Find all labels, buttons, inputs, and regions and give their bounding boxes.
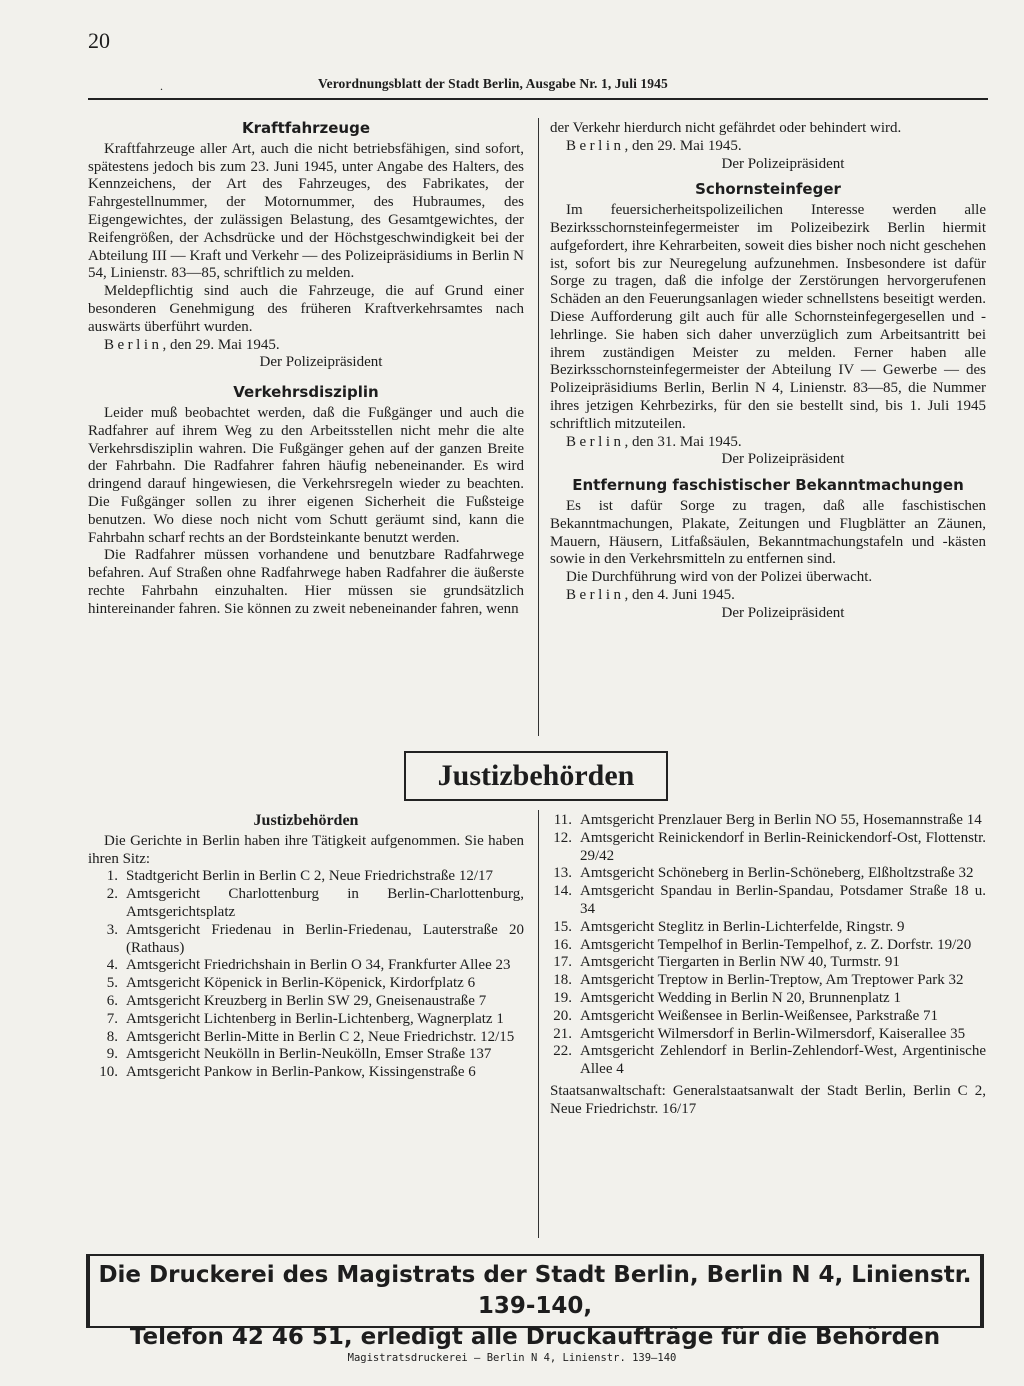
staatsanwaltschaft: Staatsanwaltschaft: Generalstaatsanwalt der Stadt Berlin, Berlin C 2, Neue Friedrichstr. 16/17 <box>550 1082 986 1117</box>
court-list-item <box>542 990 986 1008</box>
section-banner: Justizbehörden <box>404 751 668 801</box>
court-list-item <box>88 1064 524 1082</box>
court-list-number: 13. <box>553 865 572 882</box>
court-list-text: Amtsgericht Charlottenburg in Berlin-Charlottenburg, Amtsgerichtsplatz <box>126 886 524 920</box>
court-list-text: Stadtgericht Berlin in Berlin C 2, Neue Friedrichstraße 12/17 <box>126 868 494 885</box>
court-list-item <box>542 1008 986 1026</box>
kraftfahrzeuge-paragraph-1: Kraftfahrzeuge aller Art, auch die nicht betriebsfähigen, sind sofort, spätestens jedoch bis zum 23. Juni 1945, unter Angabe des Halters, des Kennzeichens, der Art des Fahrzeuges, des Fabrikates, der Fahrgestellnummer, der Motornummer, des Hubraumes, des Eigengewichtes, der zulässigen Belastung, des Gesamtgewichtes, der Reifengrößen, der Achsdrücke und der Höchstgeschwindigkeit bei der Abteilung III — Kraft und Verkehr — des Polizeipräsidiums in Berlin N 54, Linienstr. 83—85, schriftlich zu melden. <box>88 140 524 282</box>
kraftfahrzeuge-signature: Der Polizeipräsident <box>259 354 383 371</box>
advertisement-line-2: Telefon 42 46 51, erledigt alle Druckaufträge für die Behörden <box>129 1324 941 1350</box>
kraftfahrzeuge-paragraph-2: Meldepflichtig sind auch die Fahrzeuge, die auf Grund einer besonderen Genehmigung des früheren Kraftverkehrsamtes nach auswärts überführt wurden. <box>88 283 524 335</box>
advertisement-line-1: Die Druckerei des Magistrats der Stadt Berlin, Berlin N 4, Linienstr. 139-140, <box>98 1262 972 1319</box>
dateline-date: , den 4. Juni 1945. <box>624 586 735 603</box>
court-list-text: Amtsgericht Treptow in Berlin-Treptow, Am Treptower Park 32 <box>580 972 964 989</box>
dateline-place: Berlin <box>566 137 625 154</box>
court-list-item <box>88 1011 524 1029</box>
entfernung-paragraph-2: Die Durchführung wird von der Polizei überwacht. <box>566 569 873 586</box>
court-list-item <box>88 1029 524 1047</box>
court-list-number: 17. <box>553 954 572 971</box>
column-divider-bottom <box>538 810 539 1238</box>
court-list-text: Amtsgericht Friedrichshain in Berlin O 34, Frankfurter Allee 23 <box>126 957 511 974</box>
court-list-number: 9. <box>106 1046 118 1063</box>
dateline-date: , den 31. Mai 1945. <box>624 433 742 450</box>
justiz-intro: Die Gerichte in Berlin haben ihre Tätigkeit aufgenommen. Sie haben ihren Sitz: <box>88 832 524 867</box>
dateline-place: Berlin <box>566 433 625 450</box>
right-column-top <box>550 120 986 623</box>
court-list-number: 12. <box>553 829 572 846</box>
verkehrsdisziplin-signature: Der Polizeipräsident <box>721 155 845 172</box>
verkehrsdisziplin-continuation: der Verkehr hierdurch nicht gefährdet oder behindert wird. <box>550 120 902 136</box>
dateline-place: Berlin <box>104 336 163 353</box>
schornsteinfeger-signature: Der Polizeipräsident <box>721 451 845 468</box>
court-list-number: 10. <box>99 1064 118 1081</box>
left-column-top <box>88 120 524 619</box>
entfernung-paragraph-1: Es ist dafür Sorge zu tragen, daß alle faschistischen Bekanntmachungen, Plakate, Zeitungen und Flugblätter an Zäunen, Mauern, Häusern, Litfaßsäulen, Bekanntmachungstafeln und -kästen sowie in den Verkehrsmitteln zu entfernen sind. <box>550 497 986 568</box>
masthead-dot: . <box>160 79 163 93</box>
court-list-item <box>542 830 986 866</box>
court-list-text: Amtsgericht Spandau in Berlin-Spandau, Potsdamer Straße 18 u. 34 <box>580 883 986 917</box>
court-list-text: Amtsgericht Friedenau in Berlin-Friedenau, Lauterstraße 20 (Rathaus) <box>126 921 524 956</box>
court-list-number: 1. <box>106 868 118 885</box>
court-list-number: 14. <box>553 883 572 900</box>
column-divider-top <box>538 118 539 736</box>
court-list-number: 4. <box>106 957 118 974</box>
court-list-number: 8. <box>106 1028 118 1045</box>
court-list-text: Amtsgericht Reinickendorf in Berlin-Reinickendorf-Ost, Flottenstr. 29/42 <box>580 829 986 864</box>
court-list-number: 20. <box>553 1007 572 1024</box>
court-list-text: Amtsgericht Prenzlauer Berg in Berlin NO 55, Hosemannstraße 14 <box>580 812 982 828</box>
court-list-number: 21. <box>553 1025 572 1042</box>
masthead: Verordnungsblatt der Stadt Berlin, Ausgabe Nr. 1, Juli 1945 <box>318 76 668 91</box>
court-list-item <box>542 865 986 883</box>
court-list-item <box>542 1026 986 1044</box>
dateline-date: , den 29. Mai 1945. <box>162 336 280 353</box>
court-list-item <box>88 957 524 975</box>
court-list-item <box>542 1043 986 1079</box>
court-list-number: 22. <box>553 1043 572 1060</box>
court-list-text: Amtsgericht Wilmersdorf in Berlin-Wilmersdorf, Kaiserallee 35 <box>580 1025 966 1042</box>
kraftfahrzeuge-heading: Kraftfahrzeuge <box>241 119 371 137</box>
court-list-text: Amtsgericht Kreuzberg in Berlin SW 29, Gneisenaustraße 7 <box>126 992 487 1009</box>
schornsteinfeger-dateline <box>550 434 986 452</box>
right-column-bottom <box>550 812 986 1119</box>
court-list-number: 15. <box>553 918 572 935</box>
court-list-left <box>88 868 524 1082</box>
page-number: 20 <box>88 28 110 53</box>
court-list-text: Amtsgericht Köpenick in Berlin-Köpenick, Kirdorfplatz 6 <box>126 975 476 992</box>
verkehrsdisziplin-dateline <box>550 138 986 156</box>
court-list-text: Amtsgericht Neukölln in Berlin-Neukölln, Emser Straße 137 <box>126 1046 492 1063</box>
entfernung-heading: Entfernung faschistischer Bekanntmachungen <box>572 476 964 495</box>
court-list-text: Amtsgericht Zehlendorf in Berlin-Zehlendorf-West, Argentinische Allee 4 <box>580 1043 986 1078</box>
court-list-item <box>88 922 524 958</box>
court-list-item <box>88 993 524 1011</box>
court-list-number: 6. <box>106 992 118 1009</box>
court-list-number: 16. <box>553 936 572 953</box>
court-list-item <box>542 812 986 830</box>
court-list-item <box>88 886 524 922</box>
court-list-item <box>542 972 986 990</box>
court-list-number: 11. <box>553 812 572 828</box>
left-column-bottom <box>88 812 524 1082</box>
court-list-text: Amtsgericht Tiergarten in Berlin NW 40, Turmstr. 91 <box>580 954 900 971</box>
court-list-number: 18. <box>553 972 572 989</box>
court-list-text: Amtsgericht Pankow in Berlin-Pankow, Kissingenstraße 6 <box>126 1064 476 1081</box>
court-list-text: Amtsgericht Schöneberg in Berlin-Schöneberg, Elßholtzstraße 32 <box>580 865 974 882</box>
court-list-text: Amtsgericht Lichtenberg in Berlin-Lichtenberg, Wagnerplatz 1 <box>126 1010 504 1027</box>
printer-imprint: Magistratsdruckerei — Berlin N 4, Linienstr. 139—140 <box>347 1352 677 1364</box>
verkehrsdisziplin-heading: Verkehrsdisziplin <box>233 383 379 402</box>
court-list-item <box>88 868 524 886</box>
court-list-text: Amtsgericht Weißensee in Berlin-Weißensee, Parkstraße 71 <box>580 1007 939 1024</box>
entfernung-signature: Der Polizeipräsident <box>721 604 845 621</box>
court-list-item <box>542 883 986 919</box>
dateline-date: , den 29. Mai 1945. <box>624 137 742 154</box>
schornsteinfeger-paragraph: Im feuersicherheitspolizeilichen Interesse werden alle Bezirksschornsteinfegermeister im Polizeibezirk Berlin hiermit aufgefordert, ihre Kehrarbeiten, soweit dies bisher noch nicht geschehen ist, sofort bis zur Neuregelung aufzunehmen. Insbesondere ist dafür Sorge zu tragen, daß die infolge der Zerstörungen hervorgerufenen Schäden an den Feuerungsanlagen wieder schnellstens beseitigt werden. Diese Aufforderung gilt auch für alle Schornsteinfegergesellen und -lehrlinge. Sie haben sich daher unverzüglich zum Arbeitsantritt bei ihrem zuständigen Meister zu melden. Ferner haben alle Bezirksschornsteinfegermeister der Abteilung IV — Gewerbe — des Polizeipräsidiums Berlin, Berlin N 4, Linienstr. 83—85, die Nummer ihres jetzigen Kehrbezirks, für den sie bestellt sind, bis 1. Juli 1945 schriftlich mitzuteilen. <box>550 202 986 432</box>
court-list-item <box>88 975 524 993</box>
schornsteinfeger-heading: Schornsteinfeger <box>695 180 841 199</box>
print-shop-advertisement <box>86 1254 984 1350</box>
header-rule <box>88 98 988 100</box>
verkehrsdisziplin-paragraph-2: Die Radfahrer müssen vorhandene und benutzbare Radfahrwege befahren. Auf Straßen ohne Radfahrwege haben Radfahrer die äußerste rechte Fahrbahn einzuhalten. Hier müssen sie grundsätzlich hintereinander fahren. Sie können zu zweit nebeneinander fahren, wenn <box>88 547 524 617</box>
court-list-right <box>542 812 986 1079</box>
court-list-text: Amtsgericht Steglitz in Berlin-Lichterfelde, Ringstr. 9 <box>580 918 905 935</box>
court-list-item <box>542 937 986 955</box>
court-list-number: 19. <box>553 989 572 1006</box>
court-list-text: Amtsgericht Wedding in Berlin N 20, Brunnenplatz 1 <box>580 989 901 1006</box>
court-list-item <box>542 954 986 972</box>
justiz-heading: Justizbehörden <box>253 812 359 829</box>
court-list-number: 3. <box>106 921 118 938</box>
court-list-number: 2. <box>106 886 118 903</box>
dateline-place: Berlin <box>566 586 625 603</box>
kraftfahrzeuge-dateline <box>88 337 524 355</box>
entfernung-dateline <box>550 587 986 605</box>
court-list-number: 5. <box>106 975 118 992</box>
court-list-item <box>88 1046 524 1064</box>
court-list-text: Amtsgericht Berlin-Mitte in Berlin C 2, Neue Friedrichstr. 12/15 <box>126 1028 515 1045</box>
court-list-text: Amtsgericht Tempelhof in Berlin-Tempelhof, z. Z. Dorfstr. 19/20 <box>580 936 972 953</box>
verkehrsdisziplin-paragraph-1: Leider muß beobachtet werden, daß die Fußgänger und auch die Radfahrer auf ihrem Weg zu den Arbeitsstellen nicht mehr die alte Verkehrsdisziplin wahren. Die Fußgänger gehen auf der ganzen Breite der Fahrbahn. Die Radfahrer fahren häufig nebeneinander. Es wird dringend darauf hingewiesen, die Verkehrsregeln wieder zu beachten. Die Fußgänger sollen zu ihrer eigenen Sicherheit die Fußsteige benutzen. Wo diese noch nicht vom Schutt geräumt sind, kann die Fahrbahn scharf rechts an der Bordsteinkante benutzt werden. <box>88 404 524 546</box>
court-list-item <box>542 919 986 937</box>
court-list-number: 7. <box>106 1010 118 1027</box>
